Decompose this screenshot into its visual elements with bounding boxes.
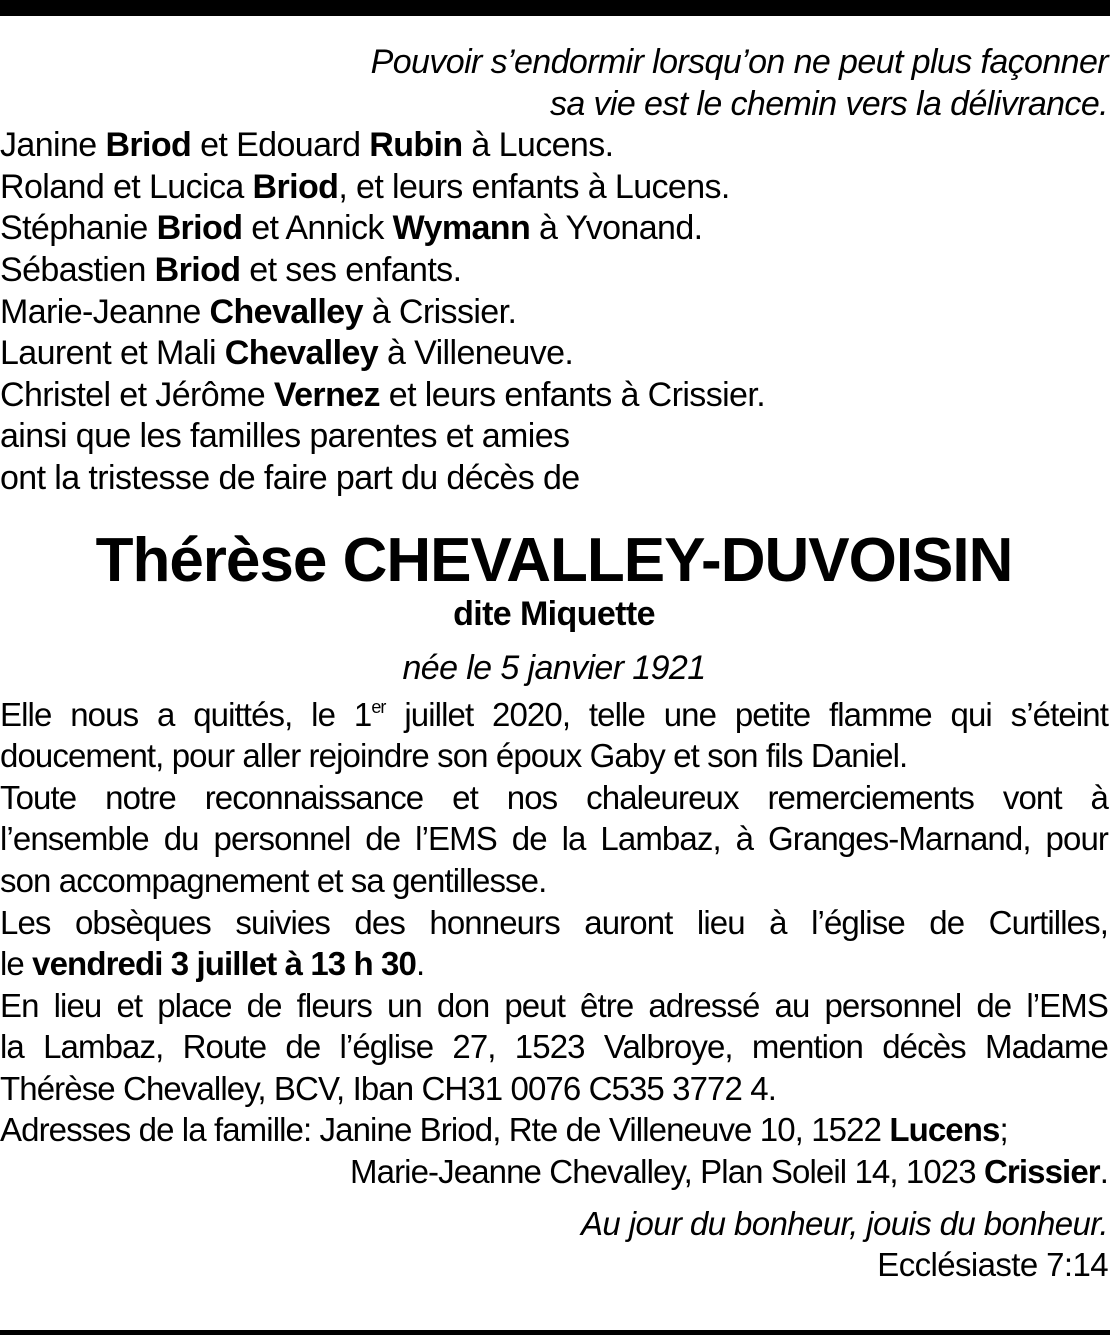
closing-quote: Au jour du bonheur, jouis du bonheur. [581,1204,1108,1242]
family-line [0,292,1108,334]
address-line [0,1109,1108,1151]
family-text: et Edouard [191,126,370,165]
family-line [0,375,1108,417]
family-surname: Vernez [273,375,380,414]
family-surname: Wymann [392,209,531,248]
ordinal-superscript: er [371,696,386,717]
family-text: Janine [0,126,106,165]
family-surname: Rubin [369,126,463,165]
family-line [0,333,1108,375]
epigraph-line: Pouvoir s’endormir lorsqu’on ne peut plus façonner [370,43,1108,81]
family-text: , et leurs enfants à Lucens. [338,167,730,206]
family-surname: Briod [105,126,192,165]
body-line: Thérèse Chevalley, BCV, Iban CH31 0076 C535 3772 4. [0,1069,776,1107]
family-text: à Lucens. [462,126,614,165]
family-text: Marie-Jeanne [0,292,210,331]
deceased-nickname: dite Miquette [453,594,655,633]
body-line: son accompagnement et sa gentillesse. [0,861,547,899]
family-line [0,167,1108,209]
family-text: Roland et Lucica [0,167,253,206]
address-line [0,1151,1108,1193]
family-text: et ses enfants. [240,250,462,289]
family-line [0,125,1108,167]
body-text: juillet 2020, telle une petite flamme qui s’éteint [385,695,1109,733]
address-text: Adresses de la famille: Janine Briod, Rte de Villeneuve 10, 1522 [0,1111,890,1149]
body-text: le [0,945,33,983]
epigraph-line: sa vie est le chemin vers la délivrance. [549,84,1108,123]
address-text: Marie-Jeanne Chevalley, Plan Soleil 14, 1023 [350,1153,984,1191]
address-text: ; [999,1111,1008,1149]
family-surname: Briod [154,250,241,289]
body-line [0,694,1108,736]
family-line [0,208,1108,250]
announcement [0,416,1108,499]
announcement-line: ainsi que les familles parentes et amies [0,417,570,456]
family-text: Sébastien [0,250,155,289]
body-text: Elle nous a quittés, le 1 [0,695,372,733]
family-text: à Crissier. [362,292,517,331]
family-text: à Yvonand. [530,209,703,248]
epigraph [0,42,1108,125]
bottom-border-rule [0,1330,1110,1335]
birth-date: née le 5 janvier 1921 [402,648,706,687]
family-text: Christel et Jérôme [0,375,274,414]
family-text: et Annick [242,209,393,248]
family-surname: Chevalley [224,334,379,373]
family-surname: Briod [156,209,243,248]
address-text: . [1099,1153,1108,1191]
body-line: la Lambaz, Route de l’église 27, 1523 Valbroye, mention décès Madame [0,1028,1108,1066]
family-text: Laurent et Mali [0,334,225,373]
family-text: à Villeneuve. [378,334,574,373]
family-text: Stéphanie [0,209,157,248]
body-line [0,943,1108,985]
body-line: En lieu et place de fleurs un don peut être adressé au personnel de l’EMS [0,986,1108,1024]
body-text: . [415,945,425,983]
notice-body [0,694,1108,1193]
top-border-rule [0,0,1110,16]
address-town: Lucens [889,1111,1000,1149]
family-surname: Briod [252,167,339,206]
address-town: Crissier [984,1153,1100,1191]
body-line: doucement, pour aller rejoindre son époux Gaby et son fils Daniel. [0,737,908,775]
family-line [0,250,1108,292]
body-line: Toute notre reconnaissance et nos chaleureux remerciements vont à [0,778,1108,816]
obituary-notice [0,42,1108,1286]
quote-reference: Ecclésiaste 7:14 [877,1246,1108,1284]
body-line: l’ensemble du personnel de l’EMS de la Lambaz, à Granges-Marnand, pour [0,820,1108,858]
deceased-name: Thérèse CHEVALLEY-DUVOISIN [95,525,1013,595]
family-list [0,125,1108,416]
family-text: et leurs enfants à Crissier. [379,375,766,414]
announcement-line: ont la tristesse de faire part du décès de [0,458,580,497]
body-line: Les obsèques suivies des honneurs auront lieu à l’église de Curtilles, [0,903,1108,941]
family-surname: Chevalley [209,292,363,331]
funeral-date: vendredi 3 juillet à 13 h 30 [32,945,416,983]
